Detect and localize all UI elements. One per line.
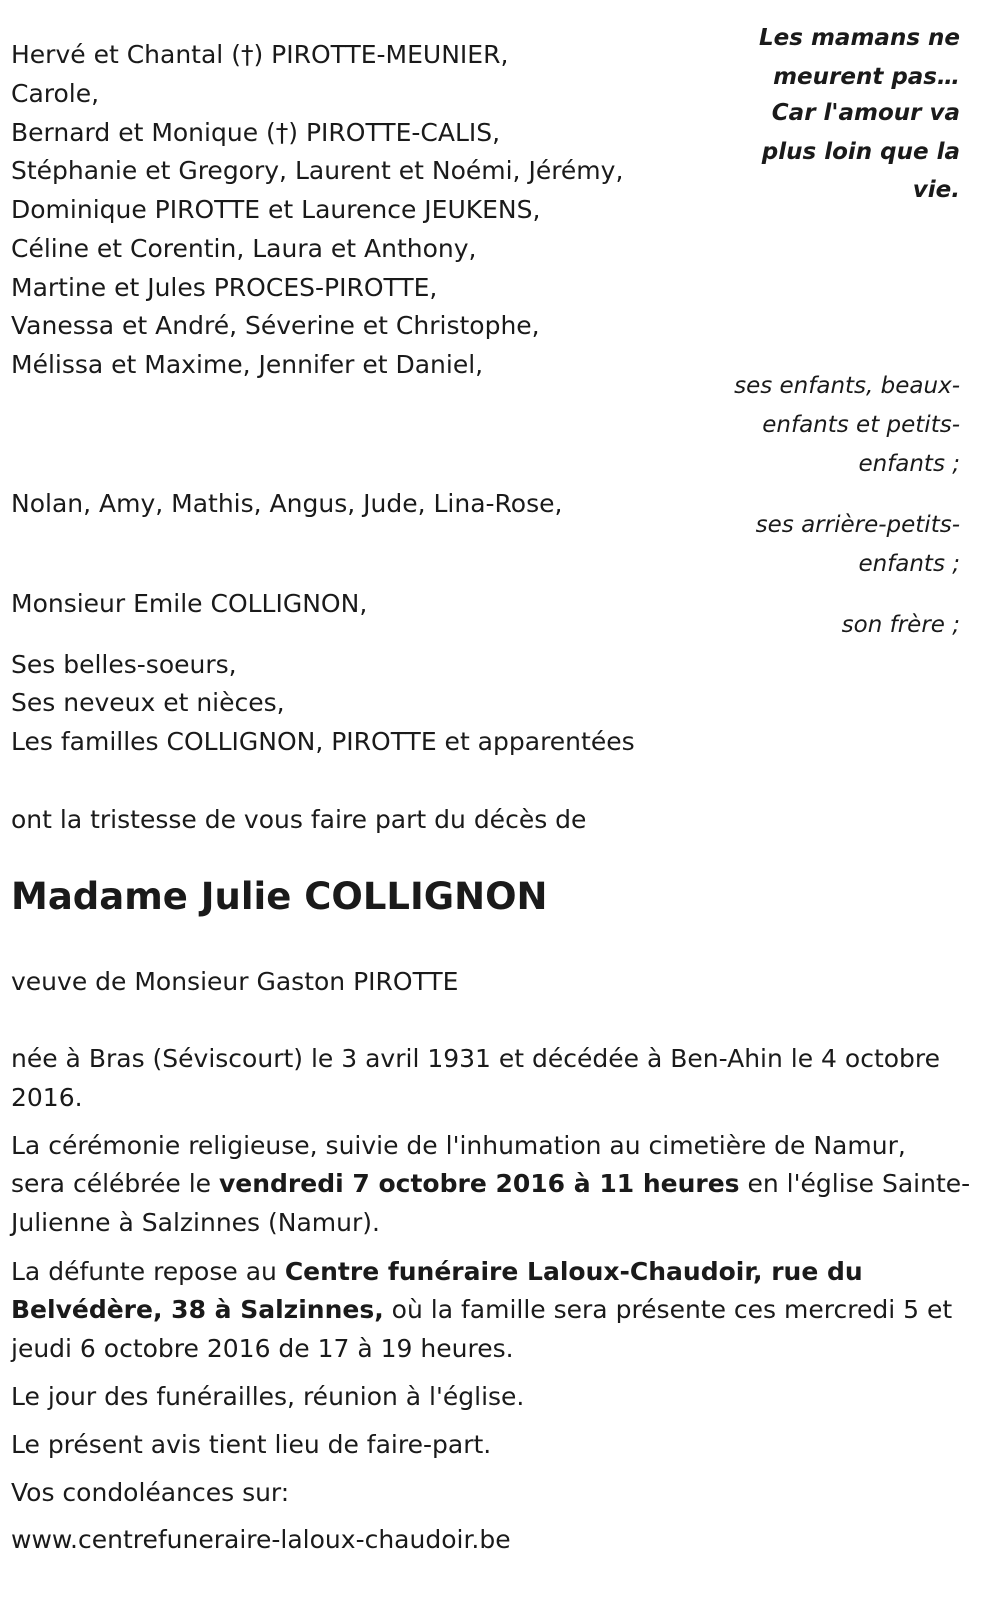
funeral-center: Centre funéraire Laloux-Chaudoir, rue du — [284, 1257, 863, 1286]
quote-line: Les mamans ne — [759, 25, 960, 51]
website-link[interactable]: www.centrefuneraire-laloux-chaudoir.be — [11, 1525, 511, 1554]
condolences-label: Vos condoléances sur: — [11, 1478, 290, 1507]
others-line: Ses neveux et nièces, — [11, 688, 285, 717]
relation-children: enfants et petits- — [762, 412, 960, 438]
family-line: Carole, — [11, 79, 100, 108]
repose-line: La défunte repose au Centre funéraire Laloux-Chaudoir, rue du — [11, 1257, 863, 1286]
family-line: Stéphanie et Gregory, Laurent et Noémi, Jérémy, — [11, 156, 624, 185]
family-line: Bernard et Monique (†) PIROTTE-CALIS, — [11, 118, 501, 147]
family-line: Céline et Corentin, Laura et Anthony, — [11, 234, 477, 263]
relation-great-grandchildren: enfants ; — [858, 551, 960, 577]
great-grandchildren: Nolan, Amy, Mathis, Angus, Jude, Lina-Rose, — [11, 489, 563, 518]
brother: Monsieur Emile COLLIGNON, — [11, 589, 368, 618]
notice: Le présent avis tient lieu de faire-part. — [11, 1430, 492, 1459]
family-line: Dominique PIROTTE et Laurence JEUKENS, — [11, 195, 541, 224]
birth-death-line: née à Bras (Séviscourt) le 3 avril 1931 et décédée à Ben-Ahin le 4 octobre — [11, 1044, 941, 1073]
ceremony-line: Julienne à Salzinnes (Namur). — [11, 1208, 380, 1237]
ceremony-date: vendredi 7 octobre 2016 à 11 heures — [218, 1169, 740, 1198]
birth-death-line: 2016. — [11, 1083, 83, 1112]
ceremony-line: La cérémonie religieuse, suivie de l'inhumation au cimetière de Namur, — [11, 1131, 906, 1160]
relation-great-grandchildren: ses arrière-petits- — [755, 512, 960, 538]
deceased-name: Madame Julie COLLIGNON — [11, 875, 548, 918]
others-line: Les familles COLLIGNON, PIROTTE et apparentées — [11, 727, 635, 756]
family-line: Martine et Jules PROCES-PIROTTE, — [11, 273, 438, 302]
quote-line: plus loin que la — [761, 139, 960, 165]
funeral-center-address: Belvédère, 38 à Salzinnes, — [11, 1295, 384, 1324]
announcement: ont la tristesse de vous faire part du décès de — [11, 805, 587, 834]
quote-line: meurent pas… — [773, 64, 960, 90]
relation-children: enfants ; — [858, 451, 960, 477]
family-line: Hervé et Chantal (†) PIROTTE-MEUNIER, — [11, 40, 509, 69]
relation-brother: son frère ; — [841, 612, 960, 638]
quote-line: vie. — [912, 177, 960, 203]
others-line: Ses belles-soeurs, — [11, 650, 237, 679]
family-line: Vanessa et André, Séverine et Christophe, — [11, 311, 540, 340]
ceremony-line: sera célébrée le vendredi 7 octobre 2016 à 11 heures en l'église Sainte- — [11, 1169, 971, 1198]
repose-line: Belvédère, 38 à Salzinnes, où la famille sera présente ces mercredi 5 et — [11, 1295, 953, 1324]
relation-children: ses enfants, beaux- — [734, 373, 960, 399]
funeral-day: Le jour des funérailles, réunion à l'église. — [11, 1382, 525, 1411]
family-line: Mélissa et Maxime, Jennifer et Daniel, — [11, 350, 484, 379]
widow-of: veuve de Monsieur Gaston PIROTTE — [11, 967, 459, 996]
quote-line: Car l'amour va — [771, 100, 960, 126]
repose-line: jeudi 6 octobre 2016 de 17 à 19 heures. — [11, 1334, 514, 1363]
